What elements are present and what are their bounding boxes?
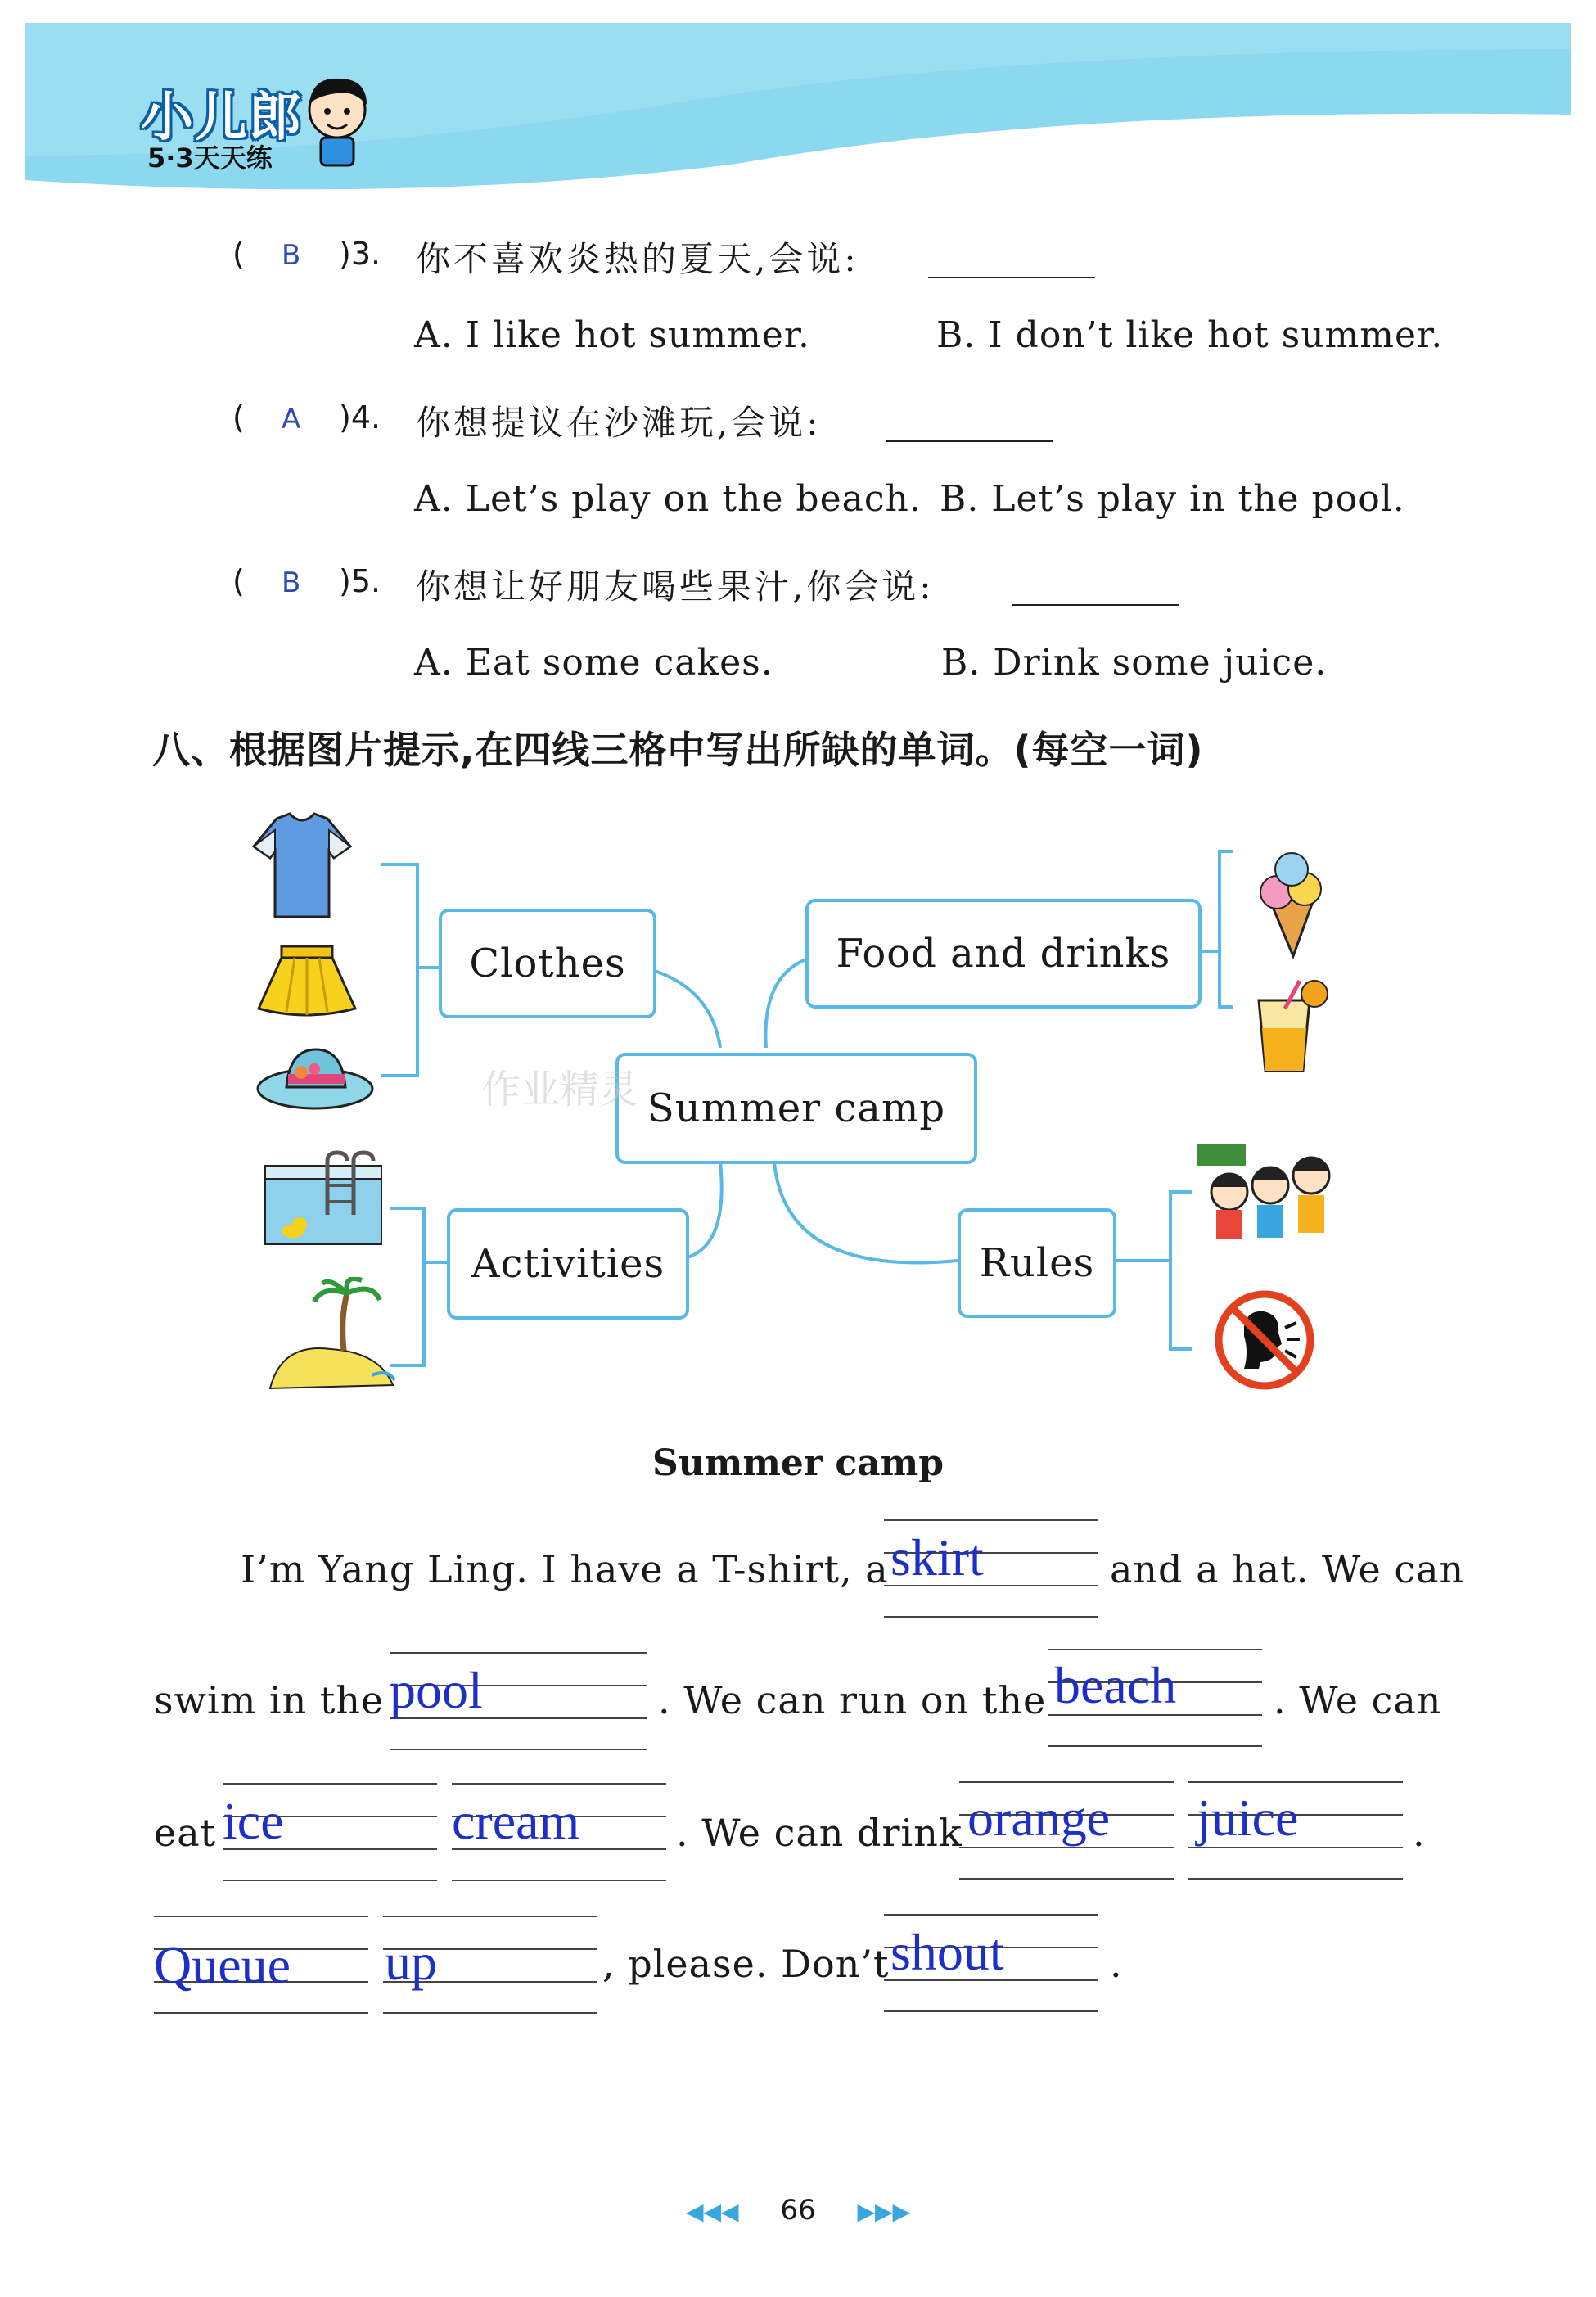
question-3-answer-blank (928, 277, 1095, 278)
question-5-number: )5. (339, 563, 381, 599)
story-line3-b: . We can drink (676, 1811, 963, 1855)
question-5-option-b: B. Drink some juice. (941, 642, 1328, 684)
watermark-text: 作业精灵 (481, 1067, 639, 1112)
story-line1-a: I’m Yang Ling. I have a T-shirt, a (241, 1547, 889, 1591)
question-4-answer-blank (886, 440, 1053, 442)
page-number: 66 (780, 2194, 816, 2227)
t-shirt-icon (249, 810, 355, 925)
story-line2-a: swim in the (154, 1678, 385, 1722)
blank-cream (452, 1783, 666, 1881)
blank-beach (1048, 1649, 1262, 1747)
question-4-option-a: A. Let’s play on the beach. (414, 478, 922, 520)
question-5-prompt: 你想让好朋友喝些果汁,你会说: (416, 566, 935, 607)
question-4-option-b: B. Let’s play in the pool. (940, 478, 1405, 520)
skirt-icon (254, 940, 360, 1022)
section-8-title: 八、根据图片提示,在四线三格中写出所缺的单词。(每空一词) (152, 728, 1204, 772)
answer-skirt: skirt (890, 1528, 984, 1586)
question-5-answer: B (282, 566, 301, 599)
blank-up (383, 1916, 597, 2014)
answer-shout: shout (890, 1923, 1004, 1981)
story-line1-b: and a hat. We can (1110, 1547, 1465, 1591)
orange-juice-icon (1242, 976, 1332, 1074)
blank-shout (884, 1914, 1098, 2012)
blank-orange (959, 1781, 1174, 1880)
question-5-option-a: A. Eat some cakes. (414, 642, 773, 684)
answer-pool: pool (390, 1661, 483, 1719)
question-5-answer-blank (1012, 604, 1179, 606)
blank-queue (154, 1916, 368, 2014)
logo-title: 小儿郎 (141, 88, 303, 148)
answer-juice: juice (1197, 1789, 1299, 1847)
blank-juice (1188, 1781, 1403, 1880)
logo-subtitle: 5·3天天练 (147, 142, 273, 174)
mindmap-node-rules: Rules (958, 1208, 1116, 1318)
story-line3-c: . (1413, 1811, 1426, 1855)
story-line4-b: . (1110, 1942, 1123, 1986)
answer-up: up (385, 1933, 437, 1991)
question-3-prompt: 你不喜欢炎热的夏天,会说: (416, 239, 859, 279)
answer-cream: cream (452, 1792, 580, 1850)
no-shouting-icon (1211, 1287, 1318, 1393)
swimming-pool-icon (262, 1149, 385, 1248)
blank-ice (223, 1783, 437, 1881)
mindmap-node-activities: Activities (447, 1208, 689, 1320)
story-line4-a: , please. Don’t (602, 1942, 890, 1986)
story-line2-c: . We can (1274, 1678, 1442, 1722)
question-5-open-paren: ( (232, 563, 245, 599)
blank-skirt (884, 1519, 1098, 1618)
story-line2-b: . We can run on the (658, 1678, 1047, 1722)
question-3-open-paren: ( (232, 236, 245, 272)
question-4-open-paren: ( (232, 399, 245, 435)
answer-queue: Queue (154, 1936, 291, 1994)
answer-ice: ice (223, 1792, 284, 1850)
beach-island-icon (265, 1277, 396, 1392)
boy-mascot-icon (296, 70, 378, 169)
hat-icon (254, 1041, 376, 1115)
story-title: Summer camp (652, 1442, 944, 1484)
mindmap-node-food-drinks: Food and drinks (805, 899, 1202, 1009)
next-arrows-icon: ▶▶▶ (857, 2198, 911, 2225)
question-4-number: )4. (339, 399, 381, 435)
blank-pool (390, 1652, 647, 1750)
answer-orange: orange (967, 1789, 1111, 1847)
prev-arrows-icon: ◀◀◀ (685, 2198, 739, 2225)
answer-beach: beach (1054, 1656, 1177, 1714)
mindmap-node-clothes: Clothes (439, 909, 656, 1018)
question-3-option-b: B. I don’t like hot summer. (936, 314, 1444, 356)
story-line3-a: eat (154, 1811, 217, 1855)
question-4-prompt: 你想提议在沙滩玩,会说: (416, 403, 822, 443)
question-3-number: )3. (339, 236, 381, 272)
question-3-option-a: A. I like hot summer. (414, 314, 811, 356)
question-4-answer: A (282, 403, 301, 435)
question-3-answer: B (282, 239, 301, 272)
page-footer (0, 2194, 1596, 2227)
mindmap-node-summer-camp: Summer camp (615, 1053, 977, 1164)
children-queue-icon (1197, 1128, 1344, 1243)
ice-cream-icon (1244, 848, 1334, 959)
